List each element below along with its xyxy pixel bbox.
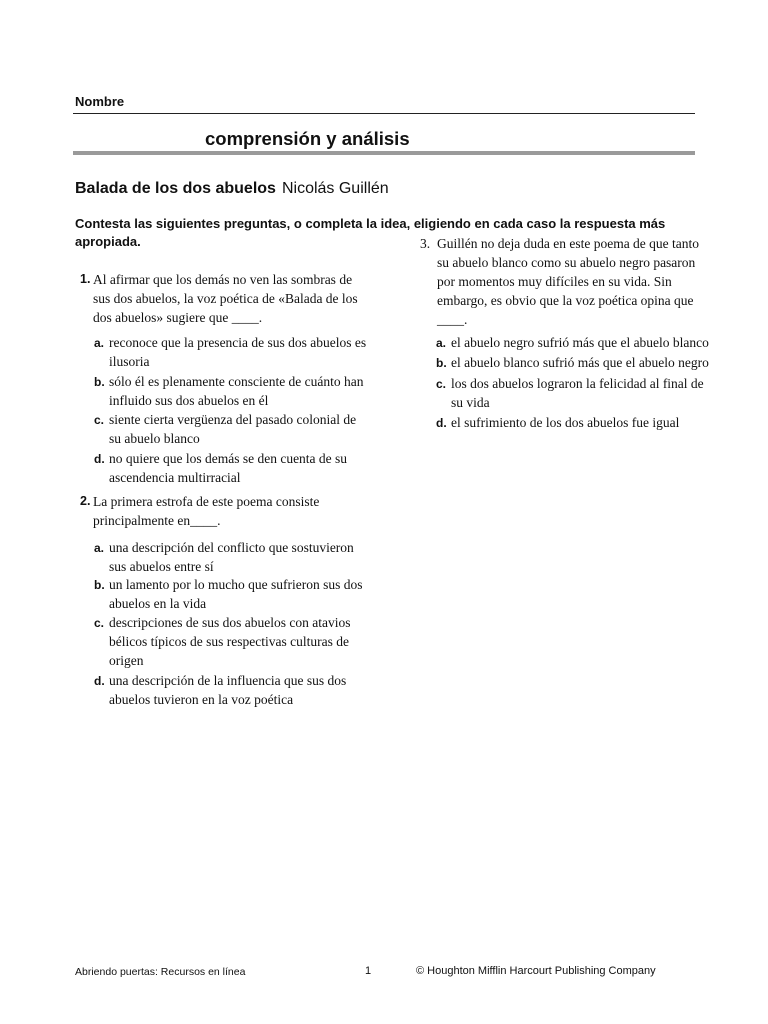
answer-option-2a[interactable] [94, 538, 384, 578]
question-text [93, 492, 319, 530]
option-line: su abuelo blanco [109, 431, 200, 446]
answer-option-1a[interactable] [94, 333, 384, 373]
answer-option-3b[interactable] [436, 353, 726, 373]
answer-option-1c[interactable] [94, 410, 384, 450]
question-line: Guillén no deja duda en este poema de que tanto [437, 236, 700, 251]
answer-option-3a[interactable] [436, 333, 726, 353]
option-letter: c. [94, 616, 105, 630]
option-line: los dos abuelos lograron la felicidad al final de [451, 376, 704, 391]
question-line: Al afirmar que los demás no ven las sombras de [93, 272, 353, 287]
question-number: 3. [420, 236, 431, 251]
option-line: descripciones de sus dos abuelos con atavios [109, 615, 351, 630]
option-line: un lamento por lo mucho que sufrieron sus dos [109, 577, 363, 592]
story-author: Nicolás Guillén [281, 180, 389, 197]
option-line: ascendencia multirracial [109, 470, 241, 485]
option-letter: b. [436, 356, 447, 370]
question-text [93, 270, 358, 327]
name-line [73, 113, 695, 114]
question-text [437, 234, 699, 329]
question-line: principalmente en____. [93, 513, 221, 528]
answer-option-3c[interactable] [436, 374, 726, 414]
section-title: comprensión y análisis [205, 128, 410, 149]
option-letter: d. [94, 452, 105, 466]
story-title: Balada de los dos abuelos [75, 180, 276, 197]
question-3 [416, 234, 716, 334]
option-line: su vida [451, 395, 490, 410]
option-line: una descripción de la influencia que sus dos [109, 673, 347, 688]
footer-copyright: © Houghton Mifflin Harcourt Publishing Company [416, 965, 656, 977]
option-letter: d. [94, 674, 105, 688]
footer-source: Abriendo puertas: Recursos en línea [75, 966, 246, 978]
answer-option-2d[interactable] [94, 671, 384, 711]
section-divider [73, 151, 695, 155]
answer-option-1d[interactable] [94, 449, 384, 489]
option-line: influido sus dos abuelos en él [109, 393, 269, 408]
question-line: por momentos muy difíciles en su vida. Sin [437, 274, 672, 289]
option-line: sus abuelos entre sí [109, 559, 214, 574]
option-letter: c. [436, 377, 447, 391]
option-letter: b. [94, 578, 105, 592]
question-line: ____. [437, 312, 468, 327]
option-letter: c. [94, 413, 105, 427]
option-letter: a. [94, 541, 105, 555]
option-letter: b. [94, 375, 105, 389]
page-number: 1 [365, 965, 372, 977]
question-line: embargo, es obvio que la voz poética opina que [437, 293, 694, 308]
option-letter: d. [436, 416, 447, 430]
name-field-label: Nombre [75, 94, 125, 109]
option-line: una descripción del conflicto que sostuvieron [109, 540, 354, 555]
option-line: sólo él es plenamente consciente de cuánto han [109, 374, 364, 389]
option-line: el sufrimiento de los dos abuelos fue igual [451, 415, 680, 430]
question-line: su abuelo blanco como su abuelo negro pasaron [437, 255, 696, 270]
instructions: Contesta las siguientes preguntas, o completa la idea, eligiendo en cada caso la respuesta más apropiada. [75, 216, 666, 249]
option-line: ilusoria [109, 354, 150, 369]
answer-option-2c[interactable] [94, 613, 384, 673]
story-heading [75, 180, 389, 198]
question-line: dos abuelos» sugiere que ____. [93, 310, 263, 325]
option-line: siente cierta vergüenza del pasado colonial de [109, 412, 357, 427]
option-line: el abuelo negro sufrió más que el abuelo blanco [451, 335, 709, 350]
option-line: abuelos tuvieron en la voz poética [109, 692, 294, 707]
question-1 [75, 270, 375, 330]
question-2 [75, 492, 375, 532]
option-line: el abuelo blanco sufrió más que el abuelo negro [451, 355, 709, 370]
option-line: bélicos típicos de sus respectivas culturas de [109, 634, 349, 649]
answer-option-1b[interactable] [94, 372, 384, 412]
option-letter: a. [436, 336, 447, 350]
answer-option-2b[interactable] [94, 575, 384, 615]
answer-option-3d[interactable] [436, 413, 726, 433]
option-line: origen [109, 653, 144, 668]
question-line: La primera estrofa de este poema consiste [93, 494, 320, 509]
option-letter: a. [94, 336, 105, 350]
question-number: 1. [80, 272, 91, 286]
option-line: reconoce que la presencia de sus dos abuelos es [109, 335, 367, 350]
option-line: no quiere que los demás se den cuenta de su [109, 451, 348, 466]
question-line: sus dos abuelos, la voz poética de «Balada de los [93, 291, 358, 306]
option-line: abuelos en la vida [109, 596, 207, 611]
question-number: 2. [80, 494, 91, 508]
